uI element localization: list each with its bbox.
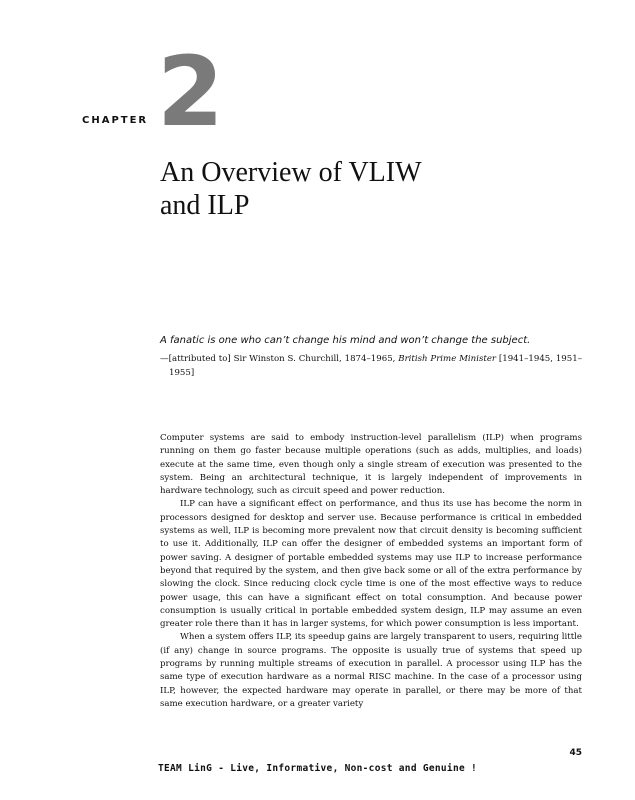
chapter-title-line-1: An Overview of VLIW bbox=[160, 157, 422, 188]
chapter-number: 2 bbox=[157, 36, 224, 148]
epigraph-attribution bbox=[160, 352, 582, 380]
epigraph bbox=[160, 334, 582, 380]
page-number: 45 bbox=[569, 748, 582, 758]
chapter-title bbox=[160, 156, 580, 222]
body-paragraph-1: Computer systems are said to embody instruction-level parallelism (ILP) when programs running on them go faster because multiple operations (such as adds, multiplies, and loads) execute at the same time, even though only a single stream of execution was presented to the system. Being an architectural technique, it is largely independent of improvements in hardware technology, such as circuit speed and power reduction. bbox=[160, 433, 582, 497]
attribution-suffix: [1941–1945, 1951–1955] bbox=[169, 354, 583, 378]
epigraph-quote: A fanatic is one who can’t change his mind and won’t change the subject. bbox=[160, 335, 531, 346]
body-text bbox=[160, 432, 582, 711]
body-paragraph-3: When a system offers ILP, its speedup gains are largely transparent to users, requiring little (if any) change in source programs. The opposite is usually true of systems that speed up programs by running multiple streams of execution in parallel. A processor using ILP has the same type of execution hardware as a normal RISC machine. In the case of a processor using ILP, however, the expected hardware may operate in parallel, or there may be more of that same execution hardware, or a greater variety bbox=[160, 632, 582, 709]
attribution-prefix: —[attributed to] Sir Winston S. Churchill, 1874–1965, bbox=[160, 354, 399, 364]
chapter-title-line-2: and ILP bbox=[160, 190, 250, 221]
attribution-role: British Prime Minister bbox=[398, 354, 497, 364]
chapter-label: CHAPTER bbox=[82, 115, 149, 126]
footer-banner: TEAM LinG - Live, Informative, Non-cost and Genuine ! bbox=[158, 763, 478, 774]
body-paragraph-2: ILP can have a significant effect on performance, and thus its use has become the norm in processors designed for desktop and server use. Because performance is critical in embedded systems as well, ILP is becoming more prevalent now that circuit density is becoming sufficient to use it. Additionally, ILP can offer the designer of embedded systems an important form of power saving. A designer of portable embedded systems may use ILP to increase performance beyond that required by the system, and then give back some or all of the extra performance by slowing the clock. Since reducing clock cycle time is one of the most effective ways to reduce power usage, this can have a significant effect on total consumption. And because power consumption is usually critical in portable embedded system design, ILP may assume an even greater role there than it has in larger systems, for which power consumption is less important. bbox=[160, 499, 582, 630]
